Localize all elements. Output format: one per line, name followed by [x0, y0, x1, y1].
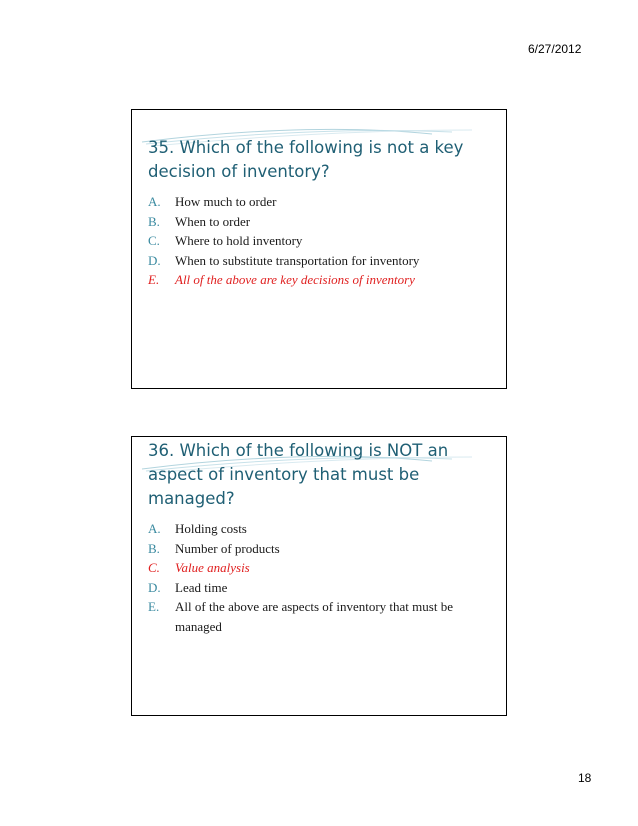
option-letter: D. — [148, 579, 161, 595]
title-line: managed? — [148, 489, 235, 508]
option-text: Number of products — [175, 540, 280, 556]
option-letter: C. — [148, 233, 160, 248]
option-letter: B. — [148, 540, 160, 556]
option-letter: B. — [148, 213, 160, 229]
option-b — [148, 539, 498, 559]
option-letter: A. — [148, 521, 161, 536]
option-text: All of the above are key decisions of inventory — [175, 272, 415, 287]
option-d — [148, 251, 498, 271]
question-title — [148, 439, 498, 511]
title-line: 36. Which of the following is NOT an — [148, 441, 449, 460]
option-text: All of the above are aspects of inventory that must be managed — [175, 599, 453, 634]
option-letter: D. — [148, 252, 161, 268]
option-c — [148, 231, 498, 251]
option-b — [148, 212, 498, 232]
option-text: Where to hold inventory — [175, 233, 303, 248]
answer-options — [148, 519, 498, 636]
slide-36 — [131, 436, 507, 716]
page-number: 18 — [578, 771, 592, 785]
option-letter: C. — [148, 560, 160, 575]
option-letter: A. — [148, 194, 161, 209]
option-d — [148, 578, 498, 598]
title-line: aspect of inventory that must be — [148, 465, 420, 484]
option-text: Value analysis — [175, 560, 250, 575]
option-e-correct-answer — [148, 270, 498, 290]
title-line: 35. Which of the following is not a key — [148, 138, 464, 157]
option-text: How much to order — [175, 194, 277, 209]
option-text: When to substitute transportation for inventory — [175, 252, 420, 268]
print-date: 6/27/2012 — [528, 42, 582, 56]
option-e — [148, 597, 498, 636]
option-letter: E. — [148, 272, 160, 287]
option-letter: E. — [148, 599, 160, 614]
option-a — [148, 519, 498, 539]
answer-options — [148, 192, 498, 290]
option-a — [148, 192, 498, 212]
title-line: decision of inventory? — [148, 162, 330, 181]
option-c-correct-answer — [148, 558, 498, 578]
slide-35 — [131, 109, 507, 389]
option-text: Lead time — [175, 579, 228, 595]
option-text: Holding costs — [175, 521, 247, 536]
question-title — [148, 136, 498, 184]
option-text: When to order — [175, 213, 251, 229]
